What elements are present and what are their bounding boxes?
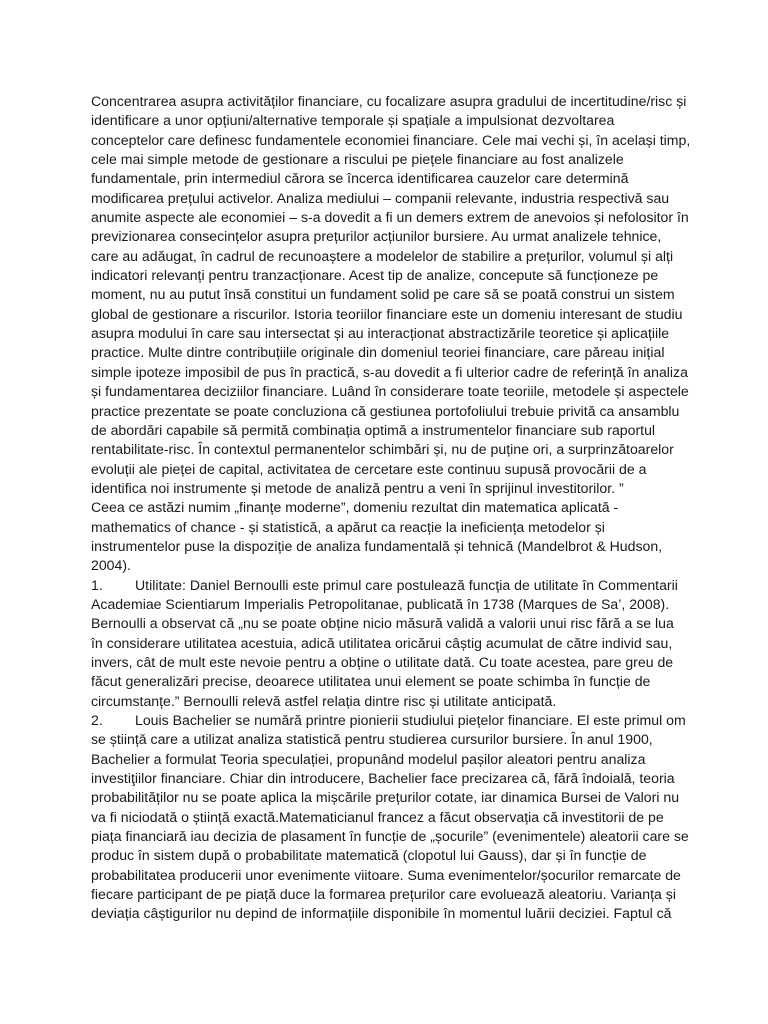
list-item-1-number: 1. [91, 576, 103, 593]
list-item-1-first-line [91, 576, 691, 595]
text-line: investiţiilor financiare. Chiar din introducere, Bachelier face precizarea că, fără îndoială, teoria [91, 770, 675, 787]
text-line: invers, cât de mult este nevoie pentru a obține o utilitate dată. Cu toate acestea, pare greu de [91, 653, 674, 670]
text-line: probabilitatea producerii unor evenimente viitoare. Suma evenimentelor/șocurilor remarcate de [91, 866, 681, 883]
text-line: rentabilitate-risc. În contextul permanentelor schimbări și, nu de puține ori, a surprinzătoarelor [91, 441, 674, 458]
list-item-2-number: 2. [91, 712, 103, 728]
text-line: instrumentelor puse la dispoziție de analiza fundamentală și tehnică (Mandelbrot & Hudson, [91, 537, 663, 554]
text-line: se științǎ care a utilizat analiza statistică pentru studierea cursurilor bursiere. În anul 1900, [91, 731, 653, 748]
text-line: global de gestionare a riscurilor. Istoria teoriilor financiare este un domeniu interesant de studiu [91, 305, 683, 322]
text-line: probabilităților nu se poate aplica la mișcările prețurilor cotate, iar dinamica Bursei de Valori nu [91, 789, 680, 806]
text-line: va fi niciodată o știință exactă.Matematicianul francez a făcut observația că investitorii de pe [91, 808, 664, 825]
text-line: în considerare utilitatea acestuia, adică utilitatea oricărui câștig acumulat de către individ sau, [91, 634, 673, 651]
text-line: Concentrarea asupra activităților financiare, cu focalizare asupra gradului de incertitudine/risc și [91, 93, 687, 109]
text-line: Utilitate: Daniel Bernoulli este primul care postulează funcția de utilitate în Commentarii [135, 576, 678, 593]
text-line: 2004). [91, 557, 131, 574]
text-line: practice prezentate se poate concluziona că gestiunea portofoliului trebuie privită ca ansamblu [91, 402, 680, 419]
text-line: făcut generalizări precise, deoarece utilitatea unui element se poate schimba în funcție de [91, 673, 651, 690]
text-line: anumite aspecte ale economiei – s-a dovedit a fi un demers extrem de anevoios și nefolositor în [91, 209, 689, 226]
text-line: conceptelor care definesc fundamentele economiei financiare. Cele mai vechi și, în același timp, [91, 131, 691, 148]
text-line: circumstanțe.” Bernoulli relevă astfel relația dintre risc și utilitate anticipată. [91, 692, 557, 709]
text-line: cele mai simple metode de gestionare a riscului pe piețele financiare au fost analizele [91, 151, 624, 168]
text-line: produc în sistem după o probabilitate matematică (clopotul lui Gauss), dar și în funcție de [91, 847, 647, 864]
text-line: identificare a unor opțiuni/alternative temporale și spațiale a impulsionat dezvoltarea [91, 112, 615, 129]
text-line: de abordări capabile să permită combinația optimă a instrumentelor financiare sub raportul [91, 421, 656, 438]
text-line: fundamentale, prin intermediul cărora se încerca identificarea cauzelor care determină [91, 170, 629, 187]
document-text [91, 92, 691, 924]
text-line: previzionarea consecințelor asupra prețurilor acțiunilor bursiere. Au urmat analizele tehnice, [91, 228, 662, 245]
text-line: asupra modului în care sau intersectat și au interacționat abstractizările teoretice și aplicațiile [91, 325, 670, 342]
text-line: modificarea prețului activelor. Analiza mediului – companii relevante, industria respectivă sau [91, 189, 670, 206]
text-line: care au adăugat, în cadrul de recunoaștere a modelelor de stabilire a prețurilor, volumul și alți [91, 247, 674, 264]
text-line: Bachelier a formulat Teoria speculației, propunând modelul pașilor aleatori pentru analiza [91, 750, 646, 767]
text-line: moment, nu au putut însă constitui un fundament solid pe care să se poată construi un sistem [91, 286, 675, 303]
text-line: indicatori relevanți pentru tranzacționare. Acest tip de analize, concepute să funcționeze pe [91, 267, 659, 284]
text-line: practice. Multe dintre contribuțiile originale din domeniul teoriei financiare, care păreau inițial [91, 344, 665, 361]
text-line: piața financiară iau decizia de plasament în funcție de „șocurile” (evenimentele) aleatorii care se [91, 828, 689, 845]
text-line: Ceea ce astăzi numim „finanțe moderne”, domeniu rezultat din matematica aplicată - [91, 499, 619, 516]
text-line: fiecare participant de pe piață duce la formarea prețurilor care evoluează aleatoriu. Varianța și [91, 886, 676, 903]
text-line: Academiae Scientiarum Imperialis Petropolitanae, publicată în 1738 (Marques de Sa’, 2008). [91, 595, 670, 612]
text-line: și fundamentarea deciziilor financiare. Luând în considerare toate teoriile, metodele și aspectele [91, 383, 689, 400]
text-line: simple ipoteze imposibil de pus în practică, s-au dovedit a fi ulterior cadre de referință în analiza [91, 363, 688, 380]
text-line: mathematics of chance - și statistică, a apărut ca reacție la ineficiența metodelor și [91, 518, 605, 535]
text-line: Bernoulli a observat că „nu se poate obține nicio măsură validă a valorii unui risc fără a se lua [91, 615, 674, 632]
list-item-2-first-line [91, 711, 691, 730]
text-line: evoluții ale pieței de capital, activitatea de cercetare este continuu supusă provocării de a [91, 460, 647, 477]
text-line: deviația câștigurilor nu depind de informațiile disponibile în momentul luării deciziei. Faptul că [91, 905, 672, 922]
text-line: Louis Bachelier se numără printre pionierii studiului piețelor financiare. El este primul om [135, 712, 686, 728]
text-line: identifica noi instrumente și metode de analiză pentru a veni în sprijinul investitorilor. ” [91, 479, 624, 496]
